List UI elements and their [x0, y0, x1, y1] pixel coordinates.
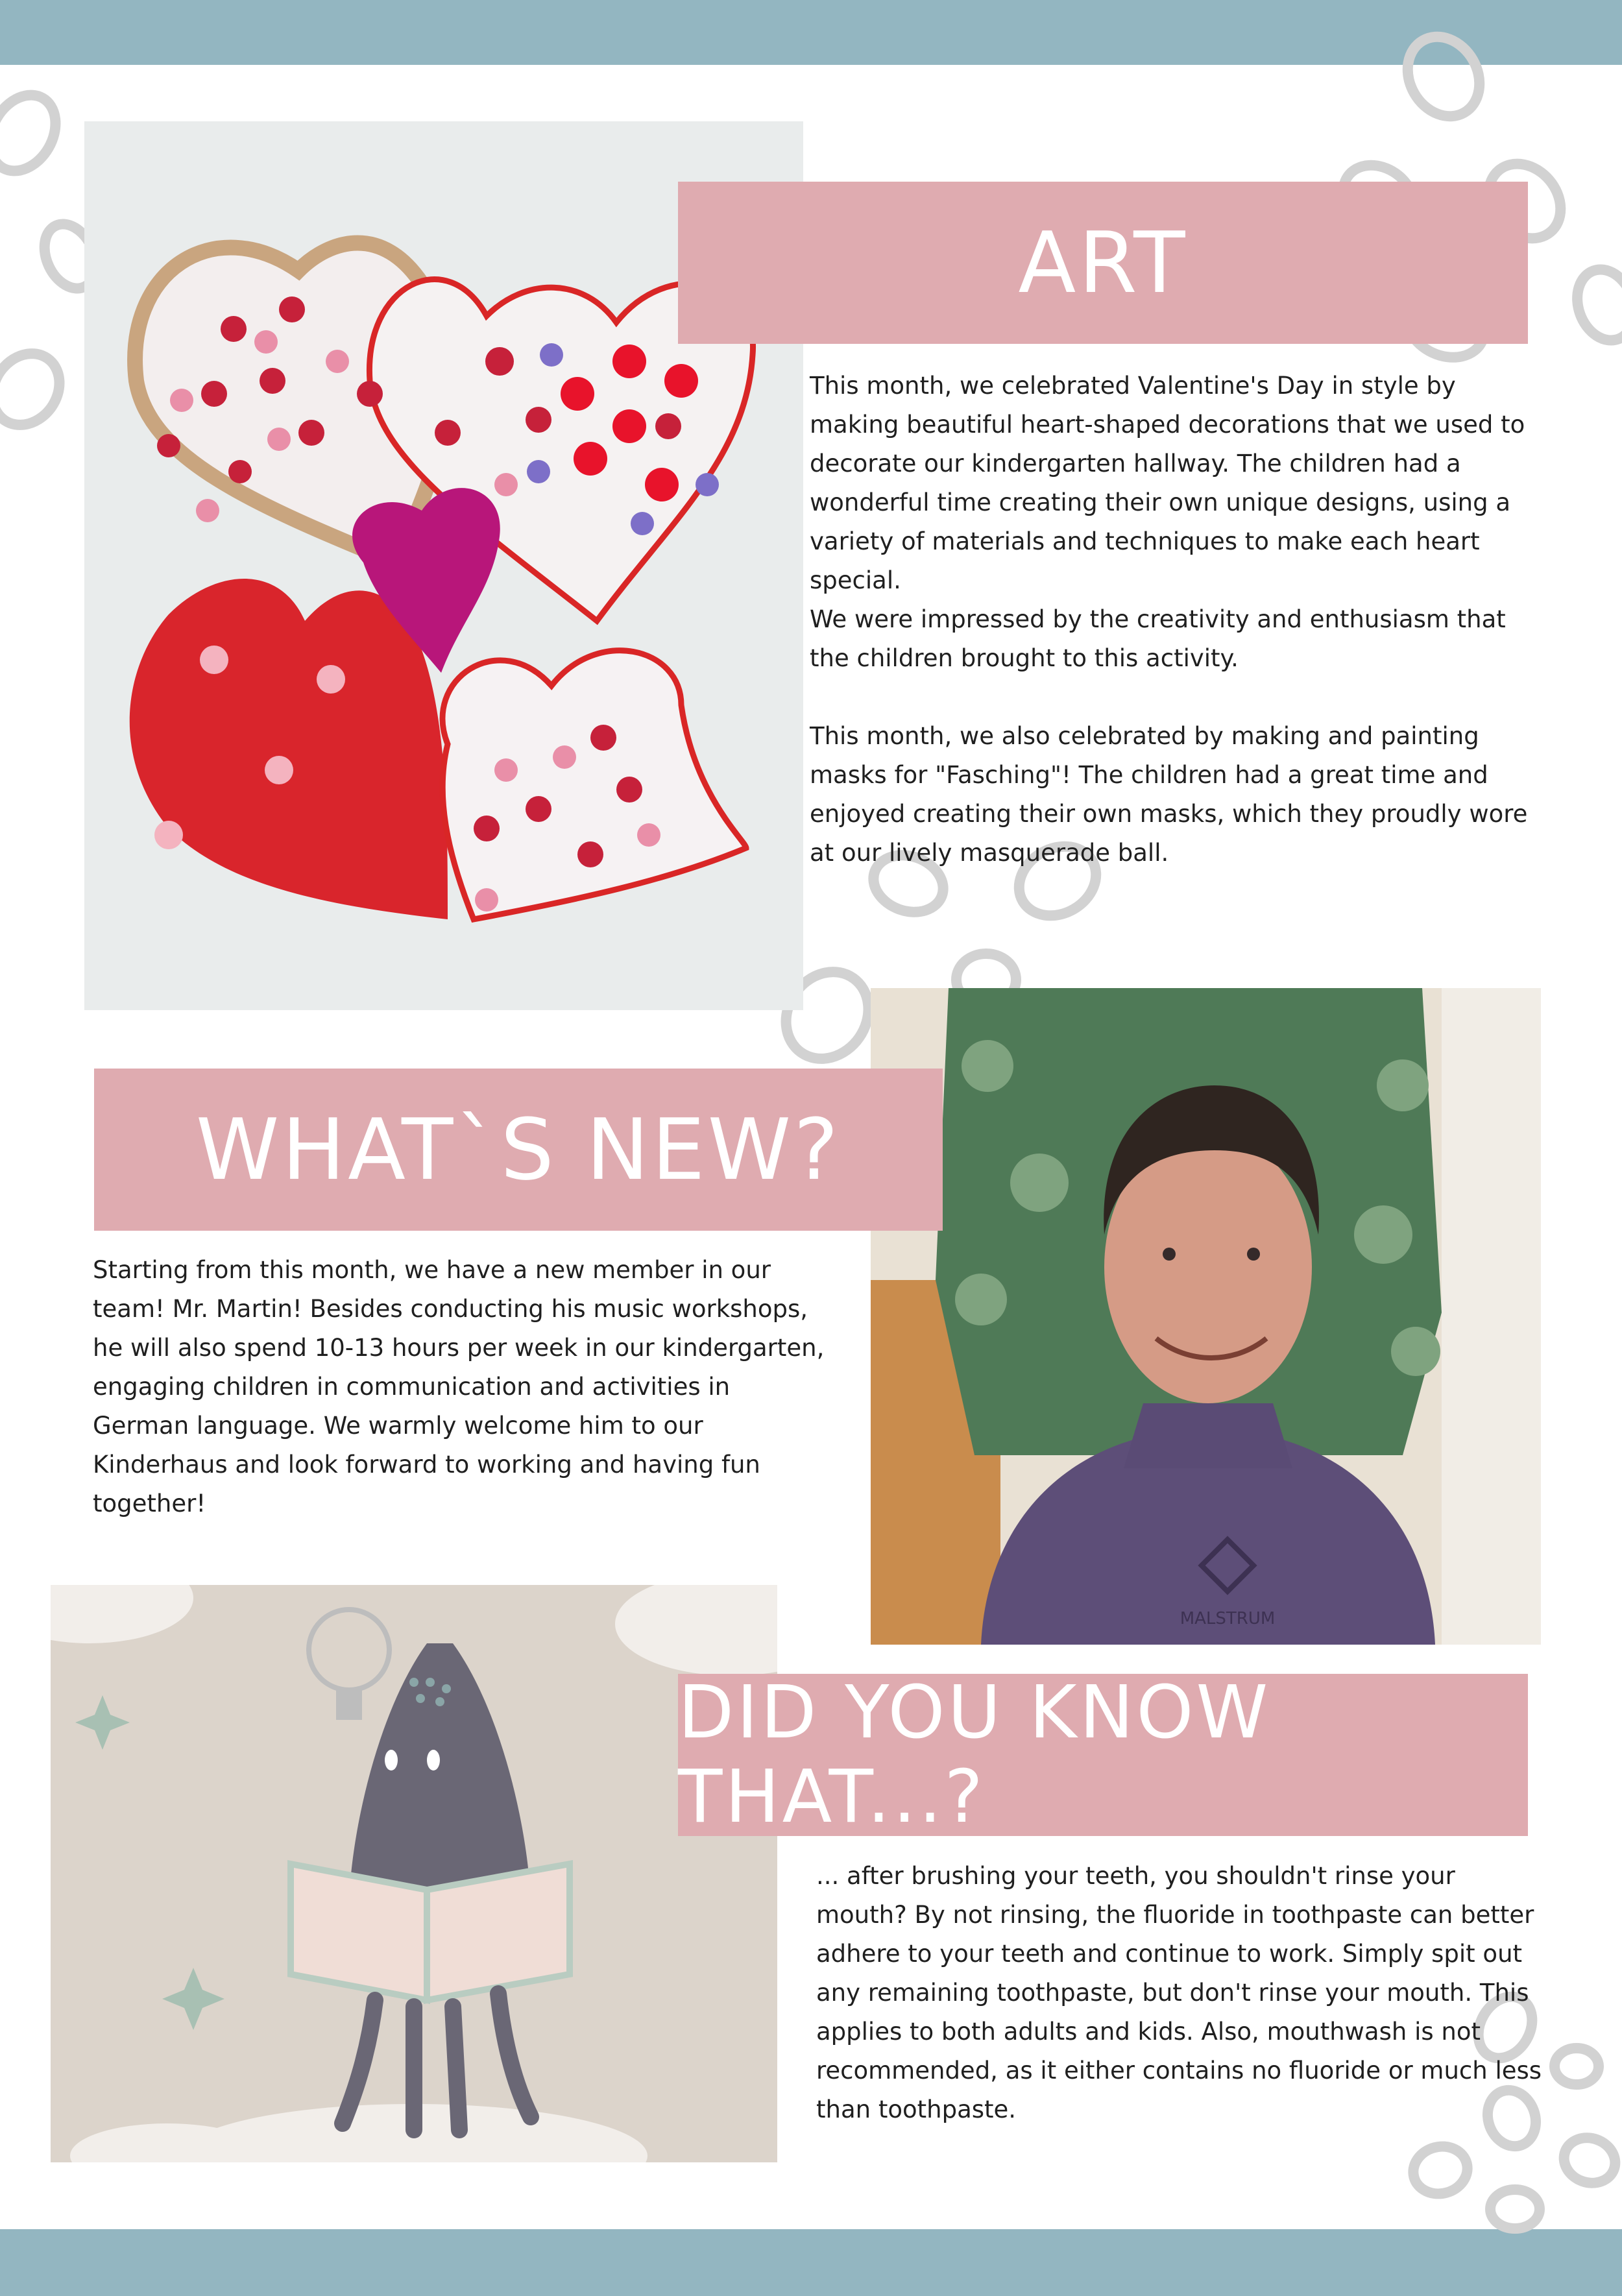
- art-heading: [678, 182, 1528, 344]
- whats-new-paragraph: Starting from this month, we have a new member in our team! Mr. Martin! Besides conducting his music workshops, he will also spend 10-13 hours per week in our kindergarten, engaging children in communication and activities in German language. We warmly welcome him to our Kinderhaus and look forward to working and having fun together!: [93, 1256, 825, 1517]
- reading-squid-illustration: [51, 1585, 777, 2162]
- shirt-logo-text: MALSTRUM: [1180, 1609, 1276, 1628]
- did-you-know-heading: [678, 1671, 1528, 1839]
- art-paragraph-2: We were impressed by the creativity and enthusiasm that the children brought to this activity.: [810, 605, 1506, 672]
- top-band: [0, 0, 1622, 65]
- whats-new-body: [93, 1251, 832, 1523]
- art-heading-text: ART: [1018, 213, 1188, 312]
- bottom-band: [0, 2229, 1622, 2296]
- art-paragraph-3: This month, we also celebrated by making and painting masks for "Fasching"! The children had a great time and enjoyed creating their own masks, which they proudly wore at our lively masquerade ball.: [810, 722, 1528, 867]
- art-paragraph-1: This month, we celebrated Valentine's Day in style by making beautiful heart-shaped decorations that we used to decorate our kindergarten hallway. The children had a wonderful time creating their own unique designs, using a variety of materials and techniques to make each heart special.: [810, 372, 1525, 594]
- did-you-know-body: [816, 1857, 1549, 2129]
- did-you-know-paragraph: ... after brushing your teeth, you shouldn't rinse your mouth? By not rinsing, the fluoride in toothpaste can better adhere to your teeth and continue to work. Simply spit out any remaining toothpaste, but don't rinse your mouth. This applies to both adults and kids. Also, mouthwash is not recommended, as it either contains no fluoride or much less than toothpaste.: [816, 1862, 1542, 2123]
- whats-new-heading-text: WHAT`S NEW?: [195, 1100, 841, 1199]
- art-body: [810, 367, 1536, 873]
- did-you-know-heading-text: DID YOU KNOW THAT...?: [678, 1671, 1271, 1839]
- whats-new-heading: [94, 1069, 943, 1231]
- portrait-photo: [871, 988, 1541, 1645]
